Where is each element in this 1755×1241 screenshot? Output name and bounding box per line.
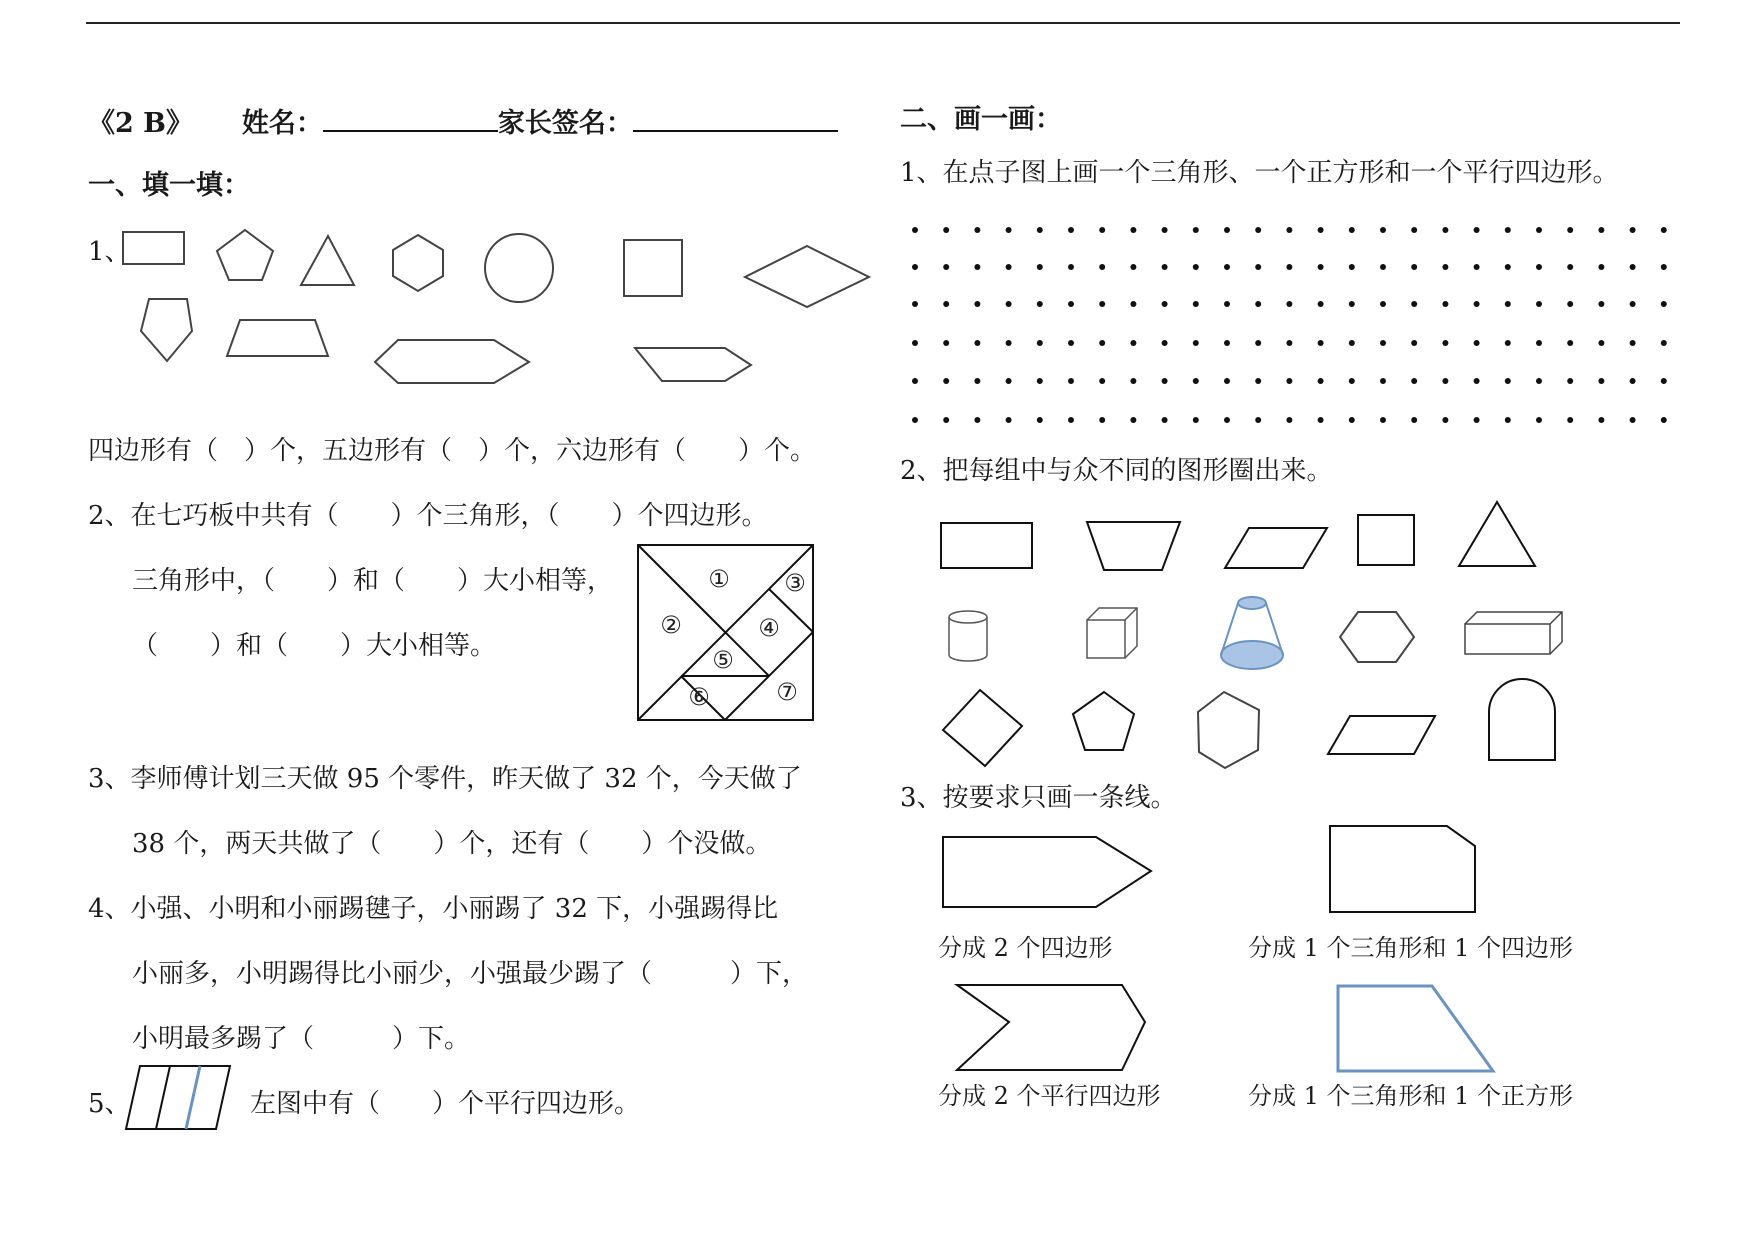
q2-line3: （ ）和（ ）大小相等。	[132, 631, 497, 661]
grid-dot	[1130, 264, 1136, 270]
grid-dot	[1193, 264, 1199, 270]
grid-dot	[1224, 340, 1230, 346]
parallelogram-outline	[126, 1066, 230, 1129]
hexagon-shape-2	[1198, 692, 1259, 768]
pentagon-shape-2	[141, 299, 192, 361]
grid-dot	[1598, 301, 1604, 307]
grid-dot	[912, 417, 918, 423]
trapezoid-shape	[227, 320, 328, 356]
grid-dot	[1567, 301, 1573, 307]
q3-line1: 3、李师傅计划三天做 95 个零件，昨天做了 32 个，今天做了	[88, 764, 802, 794]
grid-dot	[1162, 227, 1168, 233]
grid-dot	[1567, 227, 1573, 233]
grid-dot	[1318, 417, 1324, 423]
tangram-label-3: ③	[784, 569, 806, 597]
square-shape-rotated	[943, 690, 1022, 766]
cuboid-shape	[1465, 612, 1562, 654]
grid-dot	[1068, 301, 1074, 307]
grid-dot	[1442, 378, 1448, 384]
grid-dot	[1630, 378, 1636, 384]
q4-line3: 小明最多踢了（ ）下。	[132, 1024, 471, 1054]
parallelogram-shape	[1225, 528, 1327, 568]
grid-dot	[1505, 301, 1511, 307]
grid-dot	[1162, 301, 1168, 307]
grid-dot	[943, 417, 949, 423]
grid-dot	[974, 417, 980, 423]
square-shape	[1358, 515, 1414, 565]
grid-dot	[1474, 378, 1480, 384]
grid-dot	[1130, 340, 1136, 346]
grid-dot	[1286, 301, 1292, 307]
grid-dot	[1006, 264, 1012, 270]
grid-dot	[1130, 227, 1136, 233]
cube-shape	[1087, 608, 1137, 658]
grid-dot	[1255, 301, 1261, 307]
grid-dot	[1193, 340, 1199, 346]
grid-dot	[1099, 227, 1105, 233]
grid-dot	[1380, 417, 1386, 423]
grid-dot	[1068, 417, 1074, 423]
grid-dot	[1380, 264, 1386, 270]
q2-line1: 2、在七巧板中共有（ ）个三角形，（ ）个四边形。	[88, 501, 768, 531]
grid-dot	[912, 340, 918, 346]
grid-dot	[1037, 378, 1043, 384]
grid-dot	[1099, 301, 1105, 307]
grid-dot	[1661, 301, 1667, 307]
grid-dot	[1224, 227, 1230, 233]
q5-parallelogram-figure	[126, 1066, 230, 1129]
grid-dot	[1598, 264, 1604, 270]
triangle-shape	[1459, 502, 1535, 566]
q5-number: 5、	[88, 1089, 131, 1119]
grid-dot	[1037, 264, 1043, 270]
grid-dot	[1006, 301, 1012, 307]
grid-dot	[1411, 378, 1417, 384]
rhombus-shape	[745, 246, 869, 307]
grid-dot	[1130, 417, 1136, 423]
grid-dot	[912, 301, 918, 307]
right-trapezoid-shape	[1338, 986, 1493, 1071]
grid-dot	[943, 227, 949, 233]
grid-dot	[1661, 378, 1667, 384]
tangram-label-6: ⑥	[688, 683, 710, 711]
grid-dot	[1505, 378, 1511, 384]
tangram-label-2: ②	[660, 611, 682, 639]
grid-dot	[1630, 301, 1636, 307]
cylinder-shape	[949, 611, 987, 661]
grid-dot	[1349, 227, 1355, 233]
caption-triangle-and-square: 分成 1 个三角形和 1 个正方形	[1248, 1082, 1574, 1110]
grid-dot	[1411, 340, 1417, 346]
grid-dot	[1193, 378, 1199, 384]
section2-title: 二、画一画：	[900, 104, 1062, 135]
grid-dot	[974, 378, 980, 384]
s2-q3-text: 3、按要求只画一条线。	[900, 783, 1177, 813]
triangle-shape	[301, 236, 354, 285]
tangram-label-1: ①	[708, 565, 730, 593]
grid-dot	[1162, 264, 1168, 270]
grid-dot	[1162, 378, 1168, 384]
grid-dot	[1442, 301, 1448, 307]
grid-dot	[1567, 378, 1573, 384]
grid-dot	[1442, 417, 1448, 423]
grid-dot	[974, 301, 980, 307]
grid-dot	[1255, 378, 1261, 384]
grid-dot	[1037, 227, 1043, 233]
grid-dot	[1349, 378, 1355, 384]
s2-q2-text: 2、把每组中与众不同的图形圈出来。	[900, 456, 1333, 486]
grid-dot	[1630, 417, 1636, 423]
q4-line2: 小丽多，小明踢得比小丽少，小强最少踢了（ ）下，	[132, 959, 809, 989]
tangram-figure	[638, 545, 813, 720]
grid-dot	[1068, 378, 1074, 384]
grid-dot	[1068, 227, 1074, 233]
divider-line	[156, 1066, 170, 1129]
grid-dot	[1598, 340, 1604, 346]
grid-dot	[1661, 264, 1667, 270]
grid-dot	[1442, 340, 1448, 346]
grid-dot	[1099, 340, 1105, 346]
grid-dot	[1193, 301, 1199, 307]
tangram-label-7: ⑦	[776, 678, 798, 706]
grid-dot	[1286, 264, 1292, 270]
grid-dot	[943, 301, 949, 307]
grid-dot	[1380, 301, 1386, 307]
tangram-label-4: ④	[758, 614, 780, 642]
grid-dot	[974, 227, 980, 233]
grid-dot	[1474, 340, 1480, 346]
q5-text: 左图中有（ ）个平行四边形。	[250, 1089, 641, 1119]
grid-dot	[1037, 417, 1043, 423]
grid-dot	[1193, 417, 1199, 423]
grid-dot	[1068, 340, 1074, 346]
grid-dot	[1380, 227, 1386, 233]
divider-line-blue	[186, 1066, 200, 1129]
class-label: 《2 B》	[88, 108, 194, 139]
q4-line1: 4、小强、小明和小丽踢毽子，小丽踢了 32 下，小强踢得比	[88, 894, 779, 924]
grid-dot	[1286, 378, 1292, 384]
grid-dot	[1286, 227, 1292, 233]
square-shape	[624, 240, 682, 296]
grid-dot	[912, 264, 918, 270]
grid-dot	[1536, 227, 1542, 233]
grid-dot	[1536, 340, 1542, 346]
grid-dot	[1099, 264, 1105, 270]
caption-triangle-and-quadrilateral: 分成 1 个三角形和 1 个四边形	[1248, 934, 1574, 962]
grid-dot	[1037, 340, 1043, 346]
rectangle-shape	[123, 232, 184, 264]
grid-dot	[1630, 340, 1636, 346]
parent-sign-label: 家长签名：	[497, 108, 633, 139]
grid-dot	[1099, 417, 1105, 423]
section1-title: 一、填一填：	[88, 170, 250, 201]
grid-dot	[1255, 417, 1261, 423]
chevron-shape	[957, 985, 1145, 1070]
grid-dot	[1505, 417, 1511, 423]
grid-dot	[1162, 340, 1168, 346]
name-label: 姓名：	[241, 108, 323, 139]
grid-dot	[1536, 378, 1542, 384]
grid-dot	[1318, 227, 1324, 233]
irregular-pentagon-shape	[635, 348, 751, 381]
hexagon-shape	[1340, 612, 1414, 662]
grid-dot	[1380, 340, 1386, 346]
grid-dot	[1130, 301, 1136, 307]
grid-dot	[1318, 340, 1324, 346]
s2-q1-text: 1、在点子图上画一个三角形、一个正方形和一个平行四边形。	[900, 158, 1619, 188]
grid-dot	[1099, 378, 1105, 384]
grid-dot	[1037, 301, 1043, 307]
grid-dot	[943, 378, 949, 384]
grid-dot	[1536, 301, 1542, 307]
caption-two-parallelograms: 分成 2 个平行四边形	[938, 1082, 1161, 1110]
caption-two-quadrilaterals: 分成 2 个四边形	[938, 934, 1113, 962]
grid-dot	[1442, 264, 1448, 270]
grid-dot	[1318, 264, 1324, 270]
grid-dot	[1598, 378, 1604, 384]
grid-dot	[1006, 227, 1012, 233]
grid-dot	[1411, 417, 1417, 423]
circle-shape	[485, 234, 553, 302]
arch-shape	[1489, 679, 1555, 760]
grid-dot	[1505, 227, 1511, 233]
grid-dot	[1286, 340, 1292, 346]
grid-dot	[1380, 378, 1386, 384]
q1-number: 1、	[88, 237, 131, 267]
grid-dot	[1224, 264, 1230, 270]
tangram-label-5: ⑤	[712, 646, 734, 674]
grid-dot	[1474, 301, 1480, 307]
cut-corner-rectangle	[1330, 826, 1475, 912]
grid-dot	[912, 227, 918, 233]
grid-dot	[1661, 227, 1667, 233]
grid-dot	[1505, 264, 1511, 270]
q3-line2: 38 个，两天共做了（ ）个，还有（ ）个没做。	[132, 829, 772, 859]
trapezoid-shape	[1087, 522, 1180, 570]
grid-dot	[1474, 417, 1480, 423]
grid-dot	[1224, 301, 1230, 307]
rectangle-shape	[941, 523, 1032, 568]
grid-dot	[1006, 340, 1012, 346]
grid-dot	[1255, 264, 1261, 270]
pentagon-arrow-shape	[943, 837, 1151, 907]
grid-dot	[1536, 417, 1542, 423]
long-hexagon-shape	[375, 340, 529, 383]
grid-dot	[1068, 264, 1074, 270]
grid-dot	[1411, 264, 1417, 270]
grid-dot	[1536, 264, 1542, 270]
grid-dot	[1598, 417, 1604, 423]
pentagon-shape	[217, 230, 273, 280]
grid-dot	[1006, 417, 1012, 423]
grid-dot	[1318, 301, 1324, 307]
grid-dot	[1162, 417, 1168, 423]
q1-shapes	[123, 230, 869, 383]
grid-dot	[1255, 340, 1261, 346]
hexagon-shape	[393, 235, 443, 291]
parallelogram-shape-2	[1328, 716, 1435, 754]
cone-frustum-shape	[1221, 597, 1283, 669]
grid-dot	[1193, 227, 1199, 233]
grid-dot	[1349, 340, 1355, 346]
grid-dot	[1505, 340, 1511, 346]
grid-dot	[1006, 378, 1012, 384]
grid-dot	[974, 340, 980, 346]
grid-dot	[1411, 301, 1417, 307]
q2-line2: 三角形中，（ ）和（ ）大小相等，	[132, 566, 614, 596]
grid-dot	[1411, 227, 1417, 233]
grid-dot	[943, 264, 949, 270]
grid-dot	[1318, 378, 1324, 384]
grid-dot	[1224, 417, 1230, 423]
grid-dot	[1255, 227, 1261, 233]
grid-dot	[1349, 264, 1355, 270]
grid-dot	[1630, 264, 1636, 270]
grid-dot	[1474, 264, 1480, 270]
pentagon-shape	[1073, 692, 1134, 750]
grid-dot	[1567, 417, 1573, 423]
grid-dot	[1598, 227, 1604, 233]
grid-dot	[1661, 417, 1667, 423]
grid-dot	[1567, 340, 1573, 346]
grid-dot	[1286, 417, 1292, 423]
dot-grid	[912, 227, 1667, 423]
q1-text: 四边形有（ ）个，五边形有（ ）个，六边形有（ ）个。	[88, 436, 817, 466]
grid-dot	[1349, 417, 1355, 423]
grid-dot	[1224, 378, 1230, 384]
grid-dot	[1474, 227, 1480, 233]
grid-dot	[1567, 264, 1573, 270]
grid-dot	[943, 340, 949, 346]
grid-dot	[912, 378, 918, 384]
draw-one-line-shapes	[943, 826, 1493, 1071]
grid-dot	[1130, 378, 1136, 384]
grid-dot	[974, 264, 980, 270]
grid-dot	[1442, 227, 1448, 233]
grid-dot	[1661, 340, 1667, 346]
grid-dot	[1630, 227, 1636, 233]
grid-dot	[1349, 301, 1355, 307]
odd-one-out-shapes	[941, 502, 1562, 768]
